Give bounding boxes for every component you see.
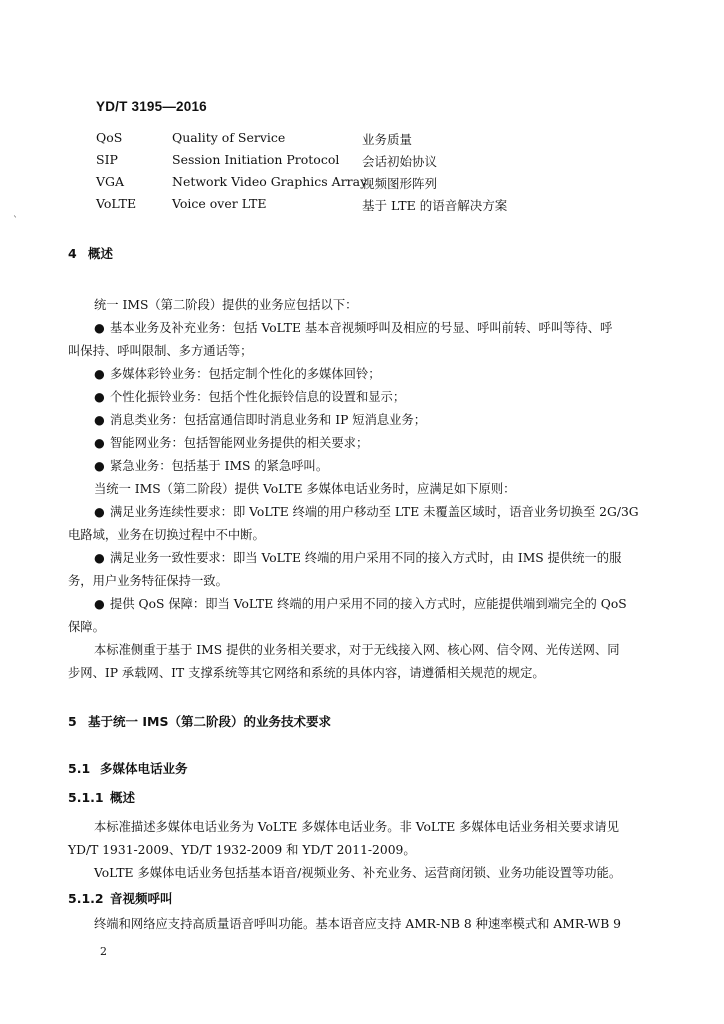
abbr-english: Network Video Graphics Array [172,174,368,189]
abbr-term: SIP [96,152,118,167]
bullet-icon: ● [94,505,105,519]
list-item [94,410,426,428]
bullet-icon: ● [94,597,105,611]
section-number: 5 [68,714,77,729]
paragraph-continuation: 步网、IP 承载网、IT 支撑系统等其它网络和系统的具体内容，请遵循相关规范的规定。 [68,666,545,680]
bullet-icon: ● [94,321,105,335]
section-heading [68,712,331,730]
paragraph: 统一 IMS（第二阶段）提供的业务应包括以下： [94,298,358,312]
list-item [94,364,381,382]
section-title: 概述 [88,246,114,261]
abbr-english: Voice over LTE [172,196,267,211]
abbr-chinese: 基于 LTE 的语音解决方案 [362,198,508,213]
bullet-icon: ● [94,367,105,381]
abbr-term: QoS [96,130,123,145]
list-item-text: 个性化振铃业务：包括个性化振铃信息的设置和显示； [110,390,406,404]
list-item-text: 基本业务及补充业务：包括 VoLTE 基本音视频呼叫及相应的号显、呼叫前转、呼叫等待、呼 [110,321,613,335]
paragraph: 本标准侧重于基于 IMS 提供的业务相关要求，对于无线接入网、核心网、信令网、光传送网、同 [94,643,620,657]
abbreviation-row [96,174,656,194]
paragraph: 本标准描述多媒体电话业务为 VoLTE 多媒体电话业务。非 VoLTE 多媒体电话业务相关要求请见 [94,820,620,834]
abbr-english: Session Initiation Protocol [172,152,340,167]
list-item [94,548,621,566]
section-heading [68,889,173,907]
list-item-text: 满足业务连续性要求：即 VoLTE 终端的用户移动至 LTE 未覆盖区域时，语音业务切换至 2G/3G [110,505,639,519]
list-item [94,387,405,405]
standard-code-header: YD/T 3195—2016 [96,99,207,114]
section-title: 音视频呼叫 [110,891,173,906]
section-title: 概述 [110,790,136,805]
paragraph-continuation: YD/T 1931-2009、YD/T 1932-2009 和 YD/T 2011-2009。 [68,843,416,857]
list-item-continuation: 保障。 [68,620,105,634]
list-item-text: 紧急业务：包括基于 IMS 的紧急呼叫。 [110,459,329,473]
margin-mark: ` [13,216,18,227]
list-item-continuation: 务，用户业务特征保持一致。 [68,574,228,588]
section-number: 4 [68,246,77,261]
list-item [94,502,639,520]
section-title: 多媒体电话业务 [100,761,188,776]
section-heading [68,759,188,777]
abbr-term: VoLTE [96,196,137,211]
bullet-icon: ● [94,390,105,404]
page-number: 2 [100,945,107,958]
section-number: 5.1.1 [68,790,104,805]
abbreviation-row [96,152,656,172]
list-item-text: 满足业务一致性要求：即当 VoLTE 终端的用户采用不同的接入方式时，由 IMS 提供统一的服 [110,551,622,565]
paragraph: 当统一 IMS（第二阶段）提供 VoLTE 多媒体电话业务时，应满足如下原则： [94,482,516,496]
paragraph: VoLTE 多媒体电话业务包括基本语音/视频业务、补充业务、运营商闭锁、业务功能设置等功能。 [94,866,622,880]
list-item [94,594,627,612]
list-item [94,433,368,451]
section-number: 5.1 [68,761,91,776]
list-item [94,318,612,336]
abbr-chinese: 业务质量 [362,132,413,147]
list-item-text: 智能网业务：包括智能网业务提供的相关要求； [110,436,369,450]
bullet-icon: ● [94,551,105,565]
section-title: 基于统一 IMS（第二阶段）的业务技术要求 [88,714,331,729]
bullet-icon: ● [94,436,105,450]
paragraph: 终端和网络应支持高质量语音呼叫功能。基本语音应支持 AMR-NB 8 种速率模式和 AMR-WB 9 [94,917,621,931]
list-item-text: 多媒体彩铃业务：包括定制个性化的多媒体回铃； [110,367,381,381]
list-item-text: 消息类业务：包括富通信即时消息业务和 IP 短消息业务； [110,413,427,427]
abbr-chinese: 会话初始协议 [362,154,438,169]
bullet-icon: ● [94,459,105,473]
section-heading [68,788,135,806]
list-item-continuation: 电路域，业务在切换过程中不中断。 [68,528,265,542]
list-item [94,456,328,474]
list-item-continuation: 叫保持、呼叫限制、多方通话等； [68,344,253,358]
abbr-chinese: 视频图形阵列 [362,176,438,191]
abbreviation-row [96,196,656,216]
abbr-english: Quality of Service [172,130,286,145]
bullet-icon: ● [94,413,105,427]
list-item-text: 提供 QoS 保障：即当 VoLTE 终端的用户采用不同的接入方式时，应能提供端到端完全的 QoS [110,597,627,611]
section-number: 5.1.2 [68,891,104,906]
abbreviation-row [96,130,656,150]
abbr-term: VGA [96,174,125,189]
section-heading [68,244,113,262]
